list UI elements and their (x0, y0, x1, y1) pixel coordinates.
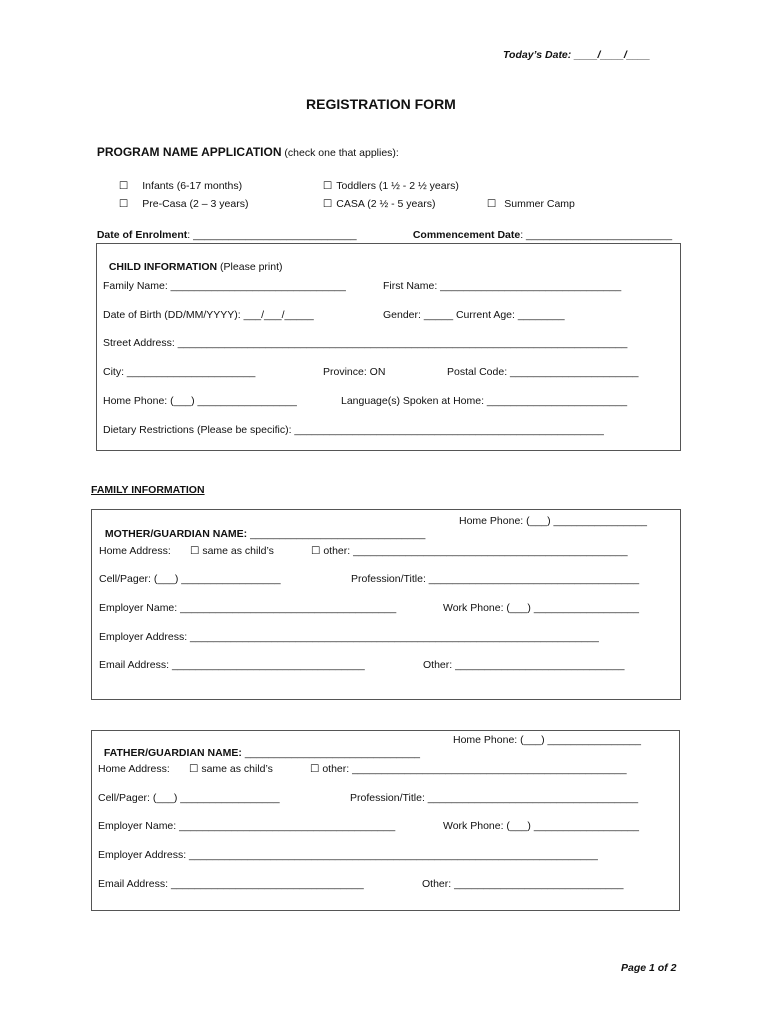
father-work-phone-field[interactable]: Work Phone: (___) __________________ (443, 820, 639, 832)
father-other-address-field[interactable]: ☐ other: _______________________________________________ (310, 763, 627, 775)
languages-field[interactable]: Language(s) Spoken at Home: ________________________ (341, 395, 628, 407)
child-home-phone-field[interactable]: Home Phone: (___) _________________ (103, 395, 297, 407)
child-heading (103, 248, 283, 274)
checkbox-icon[interactable]: ☐ (486, 198, 497, 210)
father-email-field[interactable]: Email Address: _________________________________ (98, 878, 364, 890)
checkbox-icon[interactable]: ☐ (118, 198, 129, 210)
checkbox-icon[interactable]: ☐ (322, 180, 333, 192)
family-information-heading: FAMILY INFORMATION (91, 484, 205, 496)
todays-date-field[interactable]: Today’s Date: ____/____/____ (503, 49, 651, 61)
dietary-restrictions-field[interactable]: Dietary Restrictions (Please be specific): _____________________________________________________ (103, 424, 604, 436)
father-cell-field[interactable]: Cell/Pager: (___) _________________ (98, 792, 280, 804)
city-field[interactable]: City: ______________________ (103, 366, 256, 378)
program-option-label: Summer Camp (504, 198, 575, 210)
checkbox-icon[interactable]: ☐ (118, 180, 129, 192)
father-profession-field[interactable]: Profession/Title: ____________________________________ (350, 792, 639, 804)
checkbox-icon[interactable]: ☐ (322, 198, 333, 210)
father-employer-address-field[interactable]: Employer Address: ______________________________________________________________________ (98, 849, 598, 861)
father-home-address-label: Home Address: (98, 763, 170, 775)
program-instruction: (check one that applies): (281, 147, 399, 159)
child-heading-label: CHILD INFORMATION (108, 261, 218, 273)
mother-home-address-label: Home Address: (99, 545, 171, 557)
program-option-label: Toddlers (1 ½ - 2 ½ years) (336, 180, 459, 192)
commencement-label: Commencement Date (412, 229, 521, 241)
mother-name-line[interactable]: ______________________________ (247, 528, 426, 540)
first-name-field[interactable]: First Name: _______________________________ (383, 280, 622, 292)
mother-cell-field[interactable]: Cell/Pager: (___) _________________ (99, 573, 281, 585)
child-heading-note: (Please print) (217, 261, 283, 273)
enrolment-label: Date of Enrolment (96, 229, 188, 241)
program-option-precasa[interactable] (113, 185, 248, 211)
mother-employer-name-field[interactable]: Employer Name: _____________________________________ (99, 602, 397, 614)
father-name-line[interactable]: ______________________________ (241, 747, 421, 759)
mother-employer-address-field[interactable]: Employer Address: ______________________________________________________________________ (99, 631, 599, 643)
father-other-field[interactable]: Other: _____________________________ (422, 878, 624, 890)
father-same-as-child-checkbox[interactable]: ☐ same as child’s (189, 763, 273, 775)
gender-age-field[interactable]: Gender: _____ Current Age: ________ (383, 309, 565, 321)
mother-work-phone-field[interactable]: Work Phone: (___) __________________ (443, 602, 639, 614)
mother-email-field[interactable]: Email Address: _________________________________ (99, 659, 365, 671)
father-home-phone-field[interactable]: Home Phone: (___) ________________ (453, 734, 641, 746)
mother-same-as-child-checkbox[interactable]: ☐ same as child’s (190, 545, 274, 557)
program-option-label: CASA (2 ½ - 5 years) (336, 198, 436, 210)
commencement-date-field[interactable] (407, 216, 672, 242)
date-of-birth-field[interactable]: Date of Birth (DD/MM/YYYY): ___/___/_____ (103, 309, 314, 321)
street-address-field[interactable]: Street Address: _____________________________________________________________________________ (103, 337, 628, 349)
program-option-casa[interactable] (317, 185, 435, 211)
program-heading-label: PROGRAM NAME APPLICATION (96, 145, 282, 159)
program-option-label: Infants (6-17 months) (142, 180, 243, 192)
program-option-summer-camp[interactable] (481, 185, 575, 211)
enrolment-line[interactable]: : ____________________________ (187, 229, 357, 241)
program-option-label: Pre-Casa (2 – 3 years) (142, 198, 249, 210)
program-heading (91, 133, 399, 160)
mother-home-phone-field[interactable]: Home Phone: (___) ________________ (459, 515, 647, 527)
postal-code-field[interactable]: Postal Code: ______________________ (447, 366, 639, 378)
page-number: Page 1 of 2 (621, 962, 677, 974)
enrolment-date-field[interactable] (91, 216, 357, 242)
father-name-field[interactable] (98, 734, 420, 760)
commencement-line[interactable]: : _________________________ (520, 229, 673, 241)
mother-other-address-field[interactable]: ☐ other: _______________________________________________ (311, 545, 628, 557)
mother-other-field[interactable]: Other: _____________________________ (423, 659, 625, 671)
father-employer-name-field[interactable]: Employer Name: _____________________________________ (98, 820, 396, 832)
father-name-label: FATHER/GUARDIAN NAME: (103, 747, 242, 759)
form-title: REGISTRATION FORM (306, 96, 456, 112)
province-field: Province: ON (323, 366, 386, 378)
mother-profession-field[interactable]: Profession/Title: ____________________________________ (351, 573, 640, 585)
mother-name-field[interactable] (99, 515, 425, 541)
mother-name-label: MOTHER/GUARDIAN NAME: (104, 528, 248, 540)
family-name-field[interactable]: Family Name: ______________________________ (103, 280, 346, 292)
